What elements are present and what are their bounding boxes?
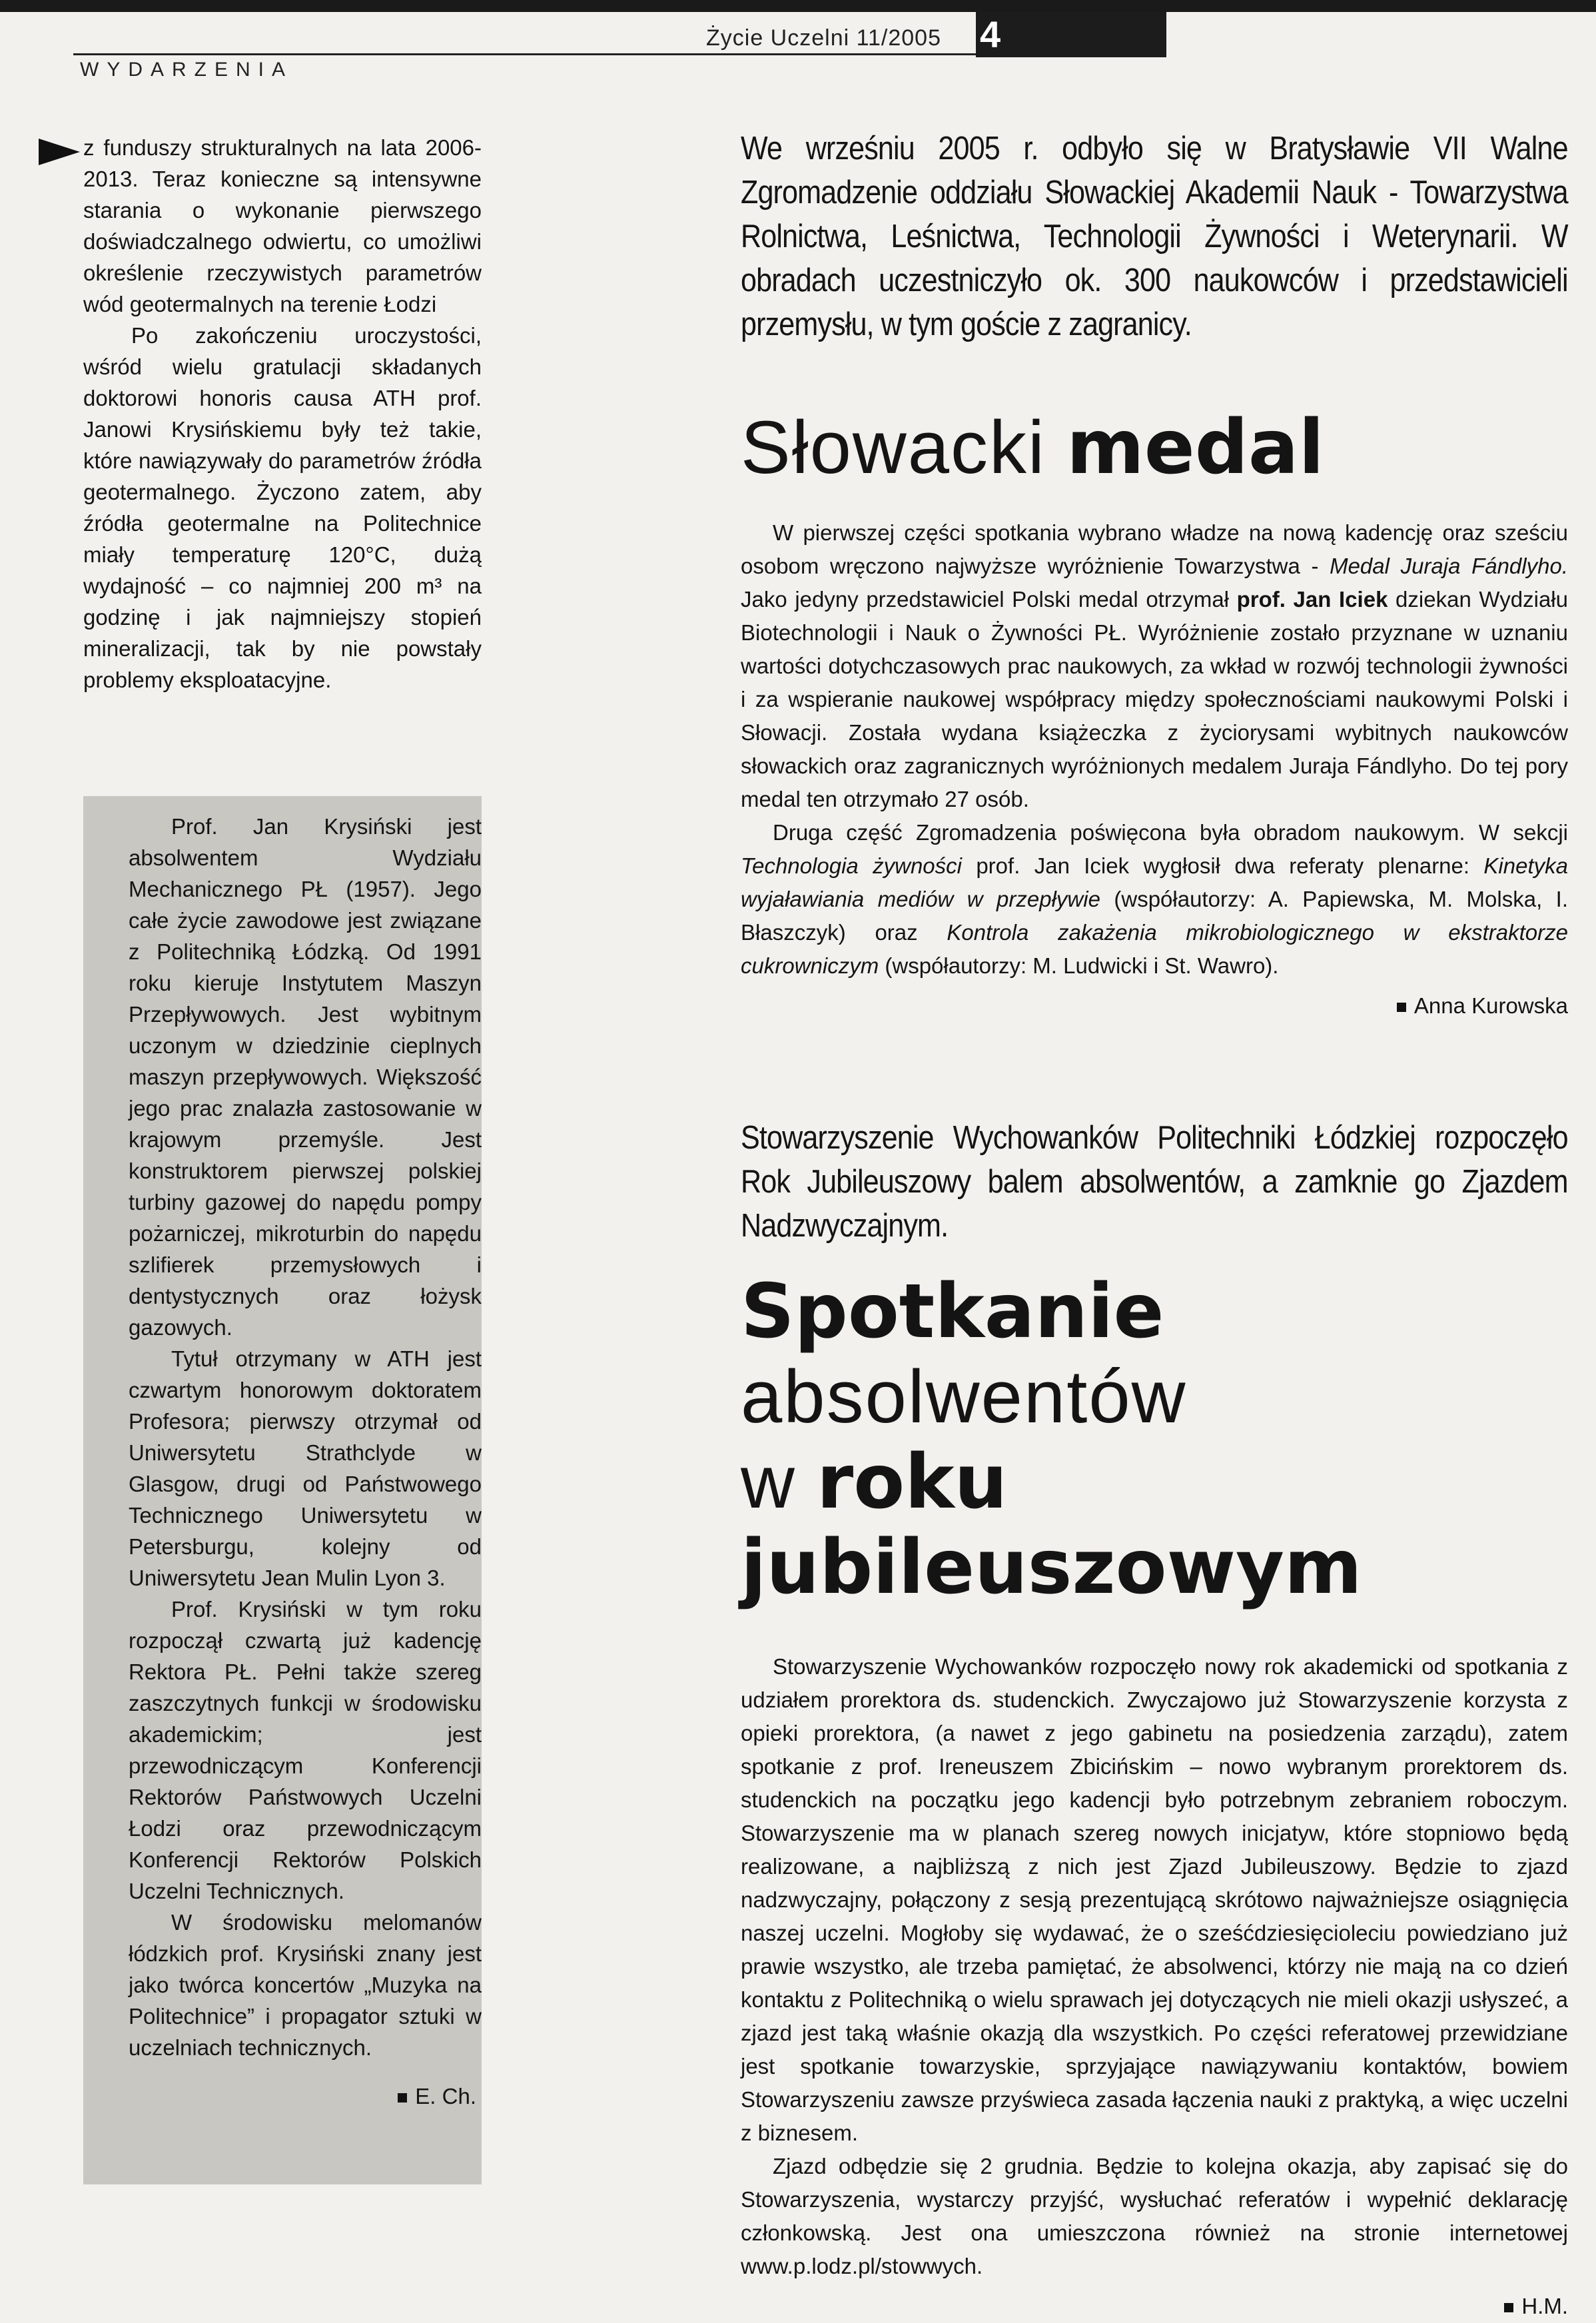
left-column [83,132,482,696]
talk-title: Kinetyka wyjaławiania mediów w przepływie [741,853,1568,911]
medal-body [741,516,1568,1023]
laureate-name: prof. Jan Iciek [1236,587,1388,612]
publication-title: Życie Uczelni 11/2005 [706,25,941,51]
end-square-icon [1397,1003,1406,1012]
jubilee-lead-wrap [741,1116,1568,1256]
sidebar-signature [129,2081,482,2112]
medal-lead-wrap [741,127,1568,390]
left-paragraph: z funduszy strukturalnych na lata 2006-2013. Teraz konieczne są intensywne starania o wykonanie pierwszego doświadczalnego odwiertu, co umożliwi określenie rzeczywistych parametrów wód geotermalnych na terenie Łodzi [83,135,482,316]
sidebar-text [129,811,482,2112]
jubilee-lead: Stowarzyszenie Wychowanków Politechniki Łódzkiej rozpoczęło Rok Jubileuszowy balem absolwentów, a zamknie go Zjazdem Nadzwyczajnym. [741,1120,1568,1244]
medal-headline [741,404,1568,491]
author-name: Anna Kurowska [1413,993,1568,1018]
sidebar-paragraph: Prof. Jan Krysiński jest absolwentem Wydziału Mechanicznego PŁ (1957). Jego całe życie zawodowe jest związane z Politechniką Łódzką. Od 1991 roku kieruje Instytutem Maszyn Przepływowych. Jest wybitnym uczonym w dziedzinie cieplnych maszyn przepływowych. Większość jego prac znalazła zastosowanie w krajowym przemyśle. Jest konstruktorem pierwszej polskiej turbiny gazowej do napędu pompy pożarniczej, mikroturbin do napędu szlifierek przemysłowych i dentystycznych oraz łożysk gazowych. [129,814,482,1340]
text-run: (współautorzy: M. Ludwicki i St. Wawro). [879,953,1279,978]
sidebar-paragraph: W środowisku melomanów łódzkich prof. Krysiński znany jest jako twórca koncertów „Muzyka na Politechnice” i propagator sztuki w uczelniach technicznych. [129,1910,482,2060]
headline-bold: Spotkanie [741,1268,1164,1355]
medal-paragraph-2 [741,816,1568,983]
section-label: WYDARZENIA [80,59,294,81]
page-number: 4 [976,12,1166,57]
sidebar-paragraph: Tytuł otrzymany w ATH jest czwartym honorowym doktoratem Profesora; pierwszy otrzymał od Uniwersytetu Strathclyde w Glasgow, drugi od Państwowego Technicznego Uniwersytetu w Petersburgu, kolejny od Uniwersytetu Jean Mulin Lyon 3. [129,1346,482,1590]
sidebar-box [83,796,482,2184]
end-square-icon [1504,2303,1513,2312]
medal-author [741,989,1568,1023]
text-run: (współautorzy: A. Papiewska, M. Molska, I. Błaszczyk) oraz [741,887,1568,945]
text-run: W pierwszej części spotkania wybrano władze na nową kadencję oraz sześciu osobom wręczono najwyższe wyróżnienie Towarzystwa - [741,520,1568,578]
headline-thin: absolwentów [741,1355,1187,1438]
jubilee-author [741,2290,1568,2323]
header-rule [73,53,976,55]
jubilee-paragraph: Zjazd odbędzie się 2 grudnia. Będzie to kolejna okazja, aby zapisać się do Stowarzyszenia, wystarczy przyjść, wysłuchać referatów i wypełnić deklarację członkowską. Jest ona umieszczona również na stronie internetowej www.p.lodz.pl/stowwych. [741,2154,1568,2278]
end-square-icon [398,2093,407,2102]
right-column [741,127,1568,2323]
section-name: Technologia żywności [741,853,962,878]
text-run: dziekan Wydziału Biotechnologii i Nauk o Żywności PŁ. Wyróżnienie zostało przyznane w uznaniu wartości dotychczasowych prac naukowych, za wkład w rozwój technologii żywności i za wspieranie naukowej współpracy między społecznościami naukowymi Polski i Słowacji. Została wydana książeczka z życiorysami wybitnych naukowców słowackich oraz zagranicznych wyróżnionych medalem Juraja Fándlyho. Do tej pory medal ten otrzymało 27 osób. [741,587,1568,811]
jubilee-headline [741,1269,1568,1610]
text-run: Jako jedyny przedstawiciel Polski medal otrzymał [741,587,1237,612]
sidebar-paragraph: Prof. Krysiński w tym roku rozpoczął czwartą już kadencję Rektora PŁ. Pełni także szereg zaszczytnych funkcji w środowisku akademickim; jest przewodniczącym Konferencji Rektorów Państwowych Uczelni Łodzi oraz przewodniczącym Konferencji Rektorów Polskich Uczelni Technicznych. [129,1597,482,1903]
headline-thin: w [741,1440,796,1524]
headline-bold: roku jubileuszowym [741,1439,1362,1611]
left-paragraph: Po zakończeniu uroczystości, wśród wielu gratulacji składanych doktorowi honoris causa ATH prof. Janowi Krysińskiemu były też takie, które nawiązywały do parametrów źródła geotermalnego. Życzono zatem, aby źródła geotermalne na Politechnice miały temperaturę 120°C, dużą wydajność – co najmniej 200 m³ na godzinę i jak najmniejszy stopień mineralizacji, tak by nie powstały problemy eksploatacyjne. [83,323,482,692]
talk-title: Kontrola zakażenia mikrobiologicznego w ekstraktorze cukrowniczym [741,920,1568,978]
medal-lead: We wrześniu 2005 r. odbyło się w Bratysławie VII Walne Zgromadzenie oddziału Słowackiej Akademii Nauk - Towarzystwa Rolnictwa, Leśnictwa, Technologii Żywności i Weterynarii. W obradach uczestniczyło ok. 300 naukowców i przedstawicieli przemysłu, w tym goście z zagranicy. [741,131,1568,342]
jubilee-body [741,1650,1568,2323]
signature-text: E. Ch. [415,2084,476,2108]
headline-bold: medal [1066,404,1324,491]
top-bar [0,0,1596,12]
medal-paragraph-1 [741,516,1568,816]
medal-name: Medal Juraja Fándlyho. [1330,554,1568,578]
text-run: Druga część Zgromadzenia poświęcona była obradom naukowym. W sekcji [773,820,1568,845]
text-run: prof. Jan Iciek wygłosił dwa referaty plenarne: [961,853,1484,878]
continuation-arrow-icon [39,139,80,165]
author-name: H.M. [1521,2294,1568,2318]
headline-thin: Słowacki [741,406,1046,489]
jubilee-paragraph: Stowarzyszenie Wychowanków rozpoczęło nowy rok akademicki od spotkania z udziałem prorektora ds. studenckich. Zwyczajowo już Stowarzyszenie korzysta z opieki prorektora, (a nawet z jego gabinetu na posiedzenia zarządu), zatem spotkanie z prof. Ireneuszem Zbicińskim – nowo wybranym prorektorem ds. studenckich na początku jego kadencji było potrzebnym zebraniem roboczym. Stowarzyszenie ma w planach szereg nowych inicjatyw, które stopniowo będą realizowane, a najbliższą z nich jest Zjazd Jubileuszowy. Będzie to zjazd nadzwyczajny, połączony z sesją prezentującą skrótowo najważniejsze osiągnięcia naszej uczelni. Mogłoby się wydawać, że o sześćdziesięcioleciu powiedziano już prawie wszystko, ale trzeba pamiętać, że absolwenci, którzy nie mają na co dzień kontaktu z Politechniką o wielu sprawach jej dotyczących nie mieli okazji usłyszeć, a zjazd jest taką właśnie okazją dla wszystkich. Po części referatowej przewidziane jest spotkanie towarzyskie, sprzyjające nawiązywaniu kontaktów, bowiem Stowarzyszeniu zawsze przyświeca zasada łączenia nauki z praktyką, a więc uczelni z biznesem. [741,1654,1568,2145]
